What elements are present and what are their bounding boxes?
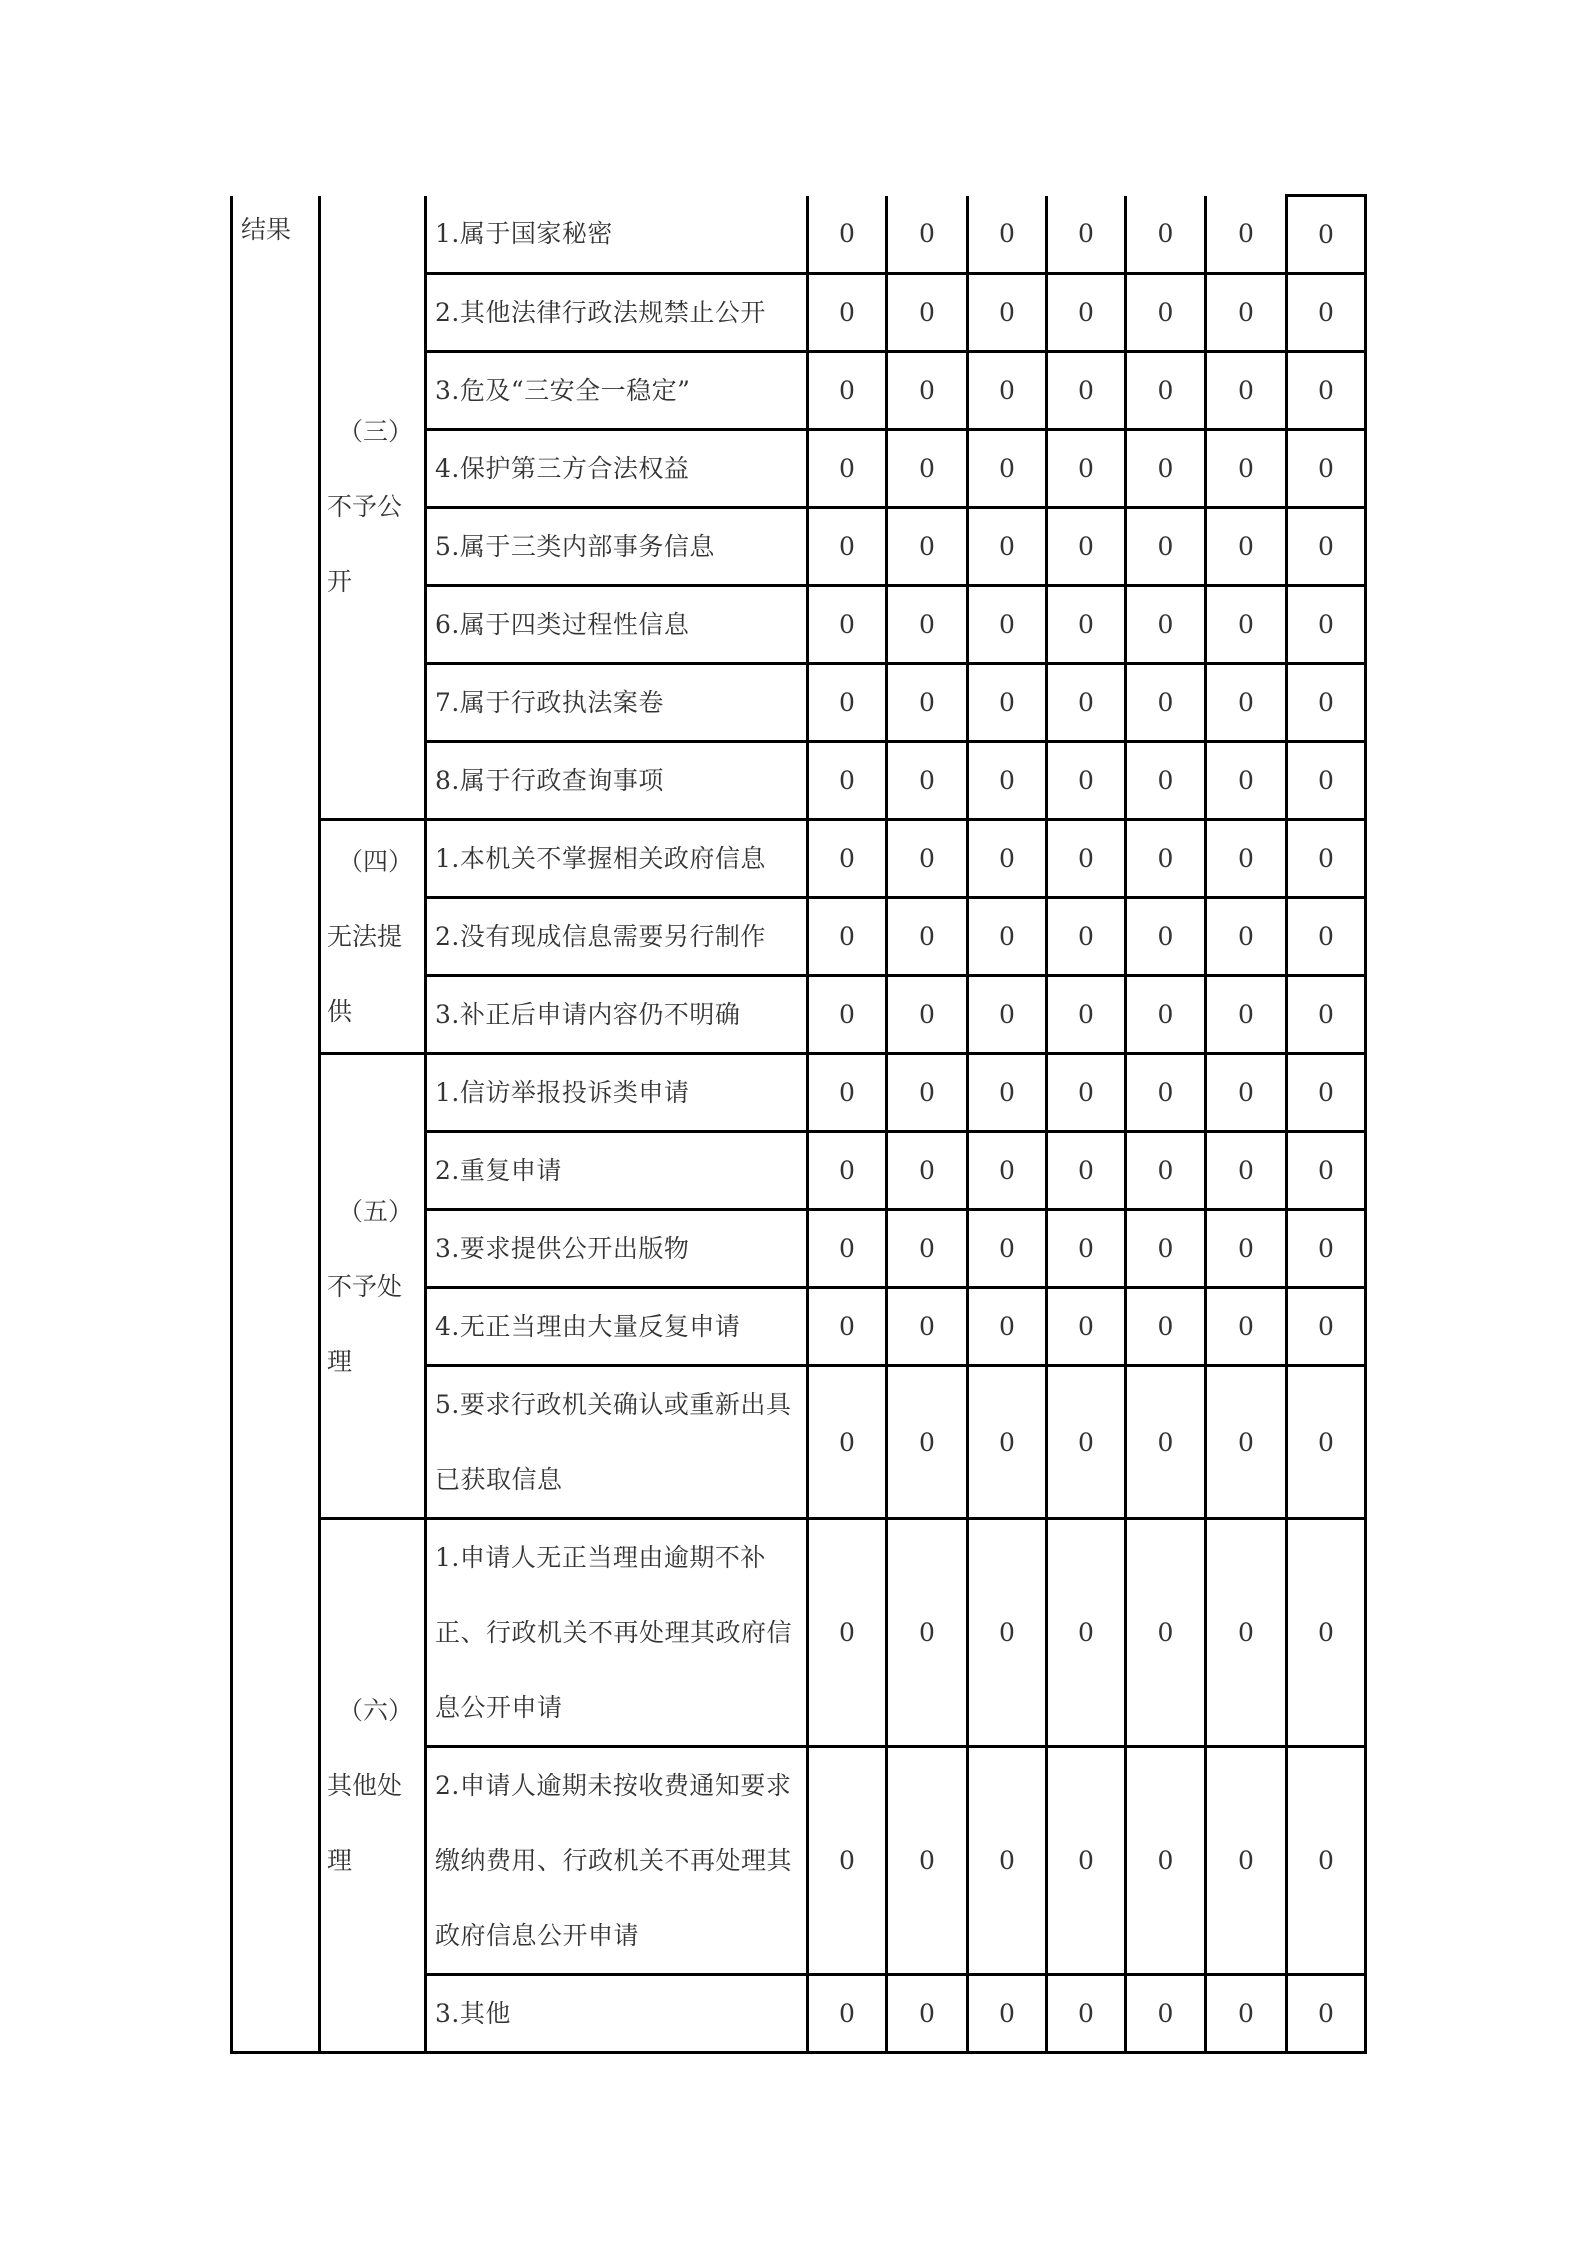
value-cell: 0	[1126, 430, 1206, 508]
group-label-line: （六）	[337, 1696, 413, 1725]
value-cell: 0	[1206, 1747, 1287, 1975]
value-cell: 0	[1126, 820, 1206, 898]
value-cell: 0	[1126, 586, 1206, 664]
value-cell: 0	[1047, 1054, 1126, 1132]
value-cell: 0	[1206, 1210, 1287, 1288]
value-cell: 0	[887, 898, 968, 976]
value-cell: 0	[887, 976, 968, 1054]
value-cell: 0	[1287, 352, 1366, 430]
value-cell: 0	[968, 1054, 1047, 1132]
group-label-line: （三）	[337, 417, 413, 447]
value-cell: 0	[1047, 1747, 1126, 1975]
value-cell: 0	[1206, 586, 1287, 664]
value-cell: 0	[887, 1519, 968, 1747]
group-label-line: 其他处	[327, 1771, 403, 1800]
value-cell: 0	[1047, 742, 1126, 820]
group-label	[320, 1054, 426, 1519]
value-cell: 0	[1126, 742, 1206, 820]
value-cell: 0	[1126, 1975, 1206, 2053]
value-cell: 0	[808, 976, 887, 1054]
value-cell: 0	[1126, 1366, 1206, 1519]
value-cell: 0	[808, 1288, 887, 1366]
value-cell: 0	[887, 1210, 968, 1288]
value-cell: 0	[968, 742, 1047, 820]
value-cell: 0	[968, 586, 1047, 664]
group-label-line: 供	[327, 997, 353, 1026]
value-cell: 0	[1126, 1210, 1206, 1288]
value-cell: 0	[968, 1975, 1047, 2053]
value-cell: 0	[1287, 430, 1366, 508]
item-label: 2.其他法律行政法规禁止公开	[426, 274, 808, 352]
disclosure-result-table	[230, 194, 1367, 2054]
value-cell: 0	[1047, 976, 1126, 1054]
value-cell: 0	[808, 898, 887, 976]
value-cell: 0	[887, 430, 968, 508]
value-cell: 0	[808, 1747, 887, 1975]
value-cell: 0	[887, 1132, 968, 1210]
value-cell: 0	[1126, 1519, 1206, 1747]
item-label: 5.属于三类内部事务信息	[426, 508, 808, 586]
value-cell: 0	[1126, 274, 1206, 352]
value-cell: 0	[1126, 664, 1206, 742]
value-cell: 0	[1287, 508, 1366, 586]
item-label: 2.重复申请	[426, 1132, 808, 1210]
value-cell: 0	[1047, 898, 1126, 976]
value-cell: 0	[887, 820, 968, 898]
value-cell: 0	[1206, 1132, 1287, 1210]
value-cell: 0	[1287, 1519, 1366, 1747]
value-cell: 0	[1047, 664, 1126, 742]
value-cell: 0	[968, 352, 1047, 430]
value-cell: 0	[968, 1747, 1047, 1975]
value-cell: 0	[1126, 196, 1206, 274]
value-cell: 0	[968, 1210, 1047, 1288]
group-label	[320, 196, 426, 820]
table-row	[232, 820, 1366, 898]
value-cell: 0	[887, 274, 968, 352]
value-cell: 0	[1126, 1288, 1206, 1366]
item-label: 1.本机关不掌握相关政府信息	[426, 820, 808, 898]
value-cell: 0	[1047, 352, 1126, 430]
value-cell: 0	[1047, 820, 1126, 898]
value-cell: 0	[1126, 508, 1206, 586]
group-label-line: 开	[327, 567, 353, 597]
value-cell: 0	[968, 508, 1047, 586]
group-label	[320, 820, 426, 1054]
value-cell: 0	[887, 1366, 968, 1519]
value-cell: 0	[808, 586, 887, 664]
value-cell: 0	[1287, 1366, 1366, 1519]
value-cell: 0	[887, 586, 968, 664]
item-label: 5.要求行政机关确认或重新出具已获取信息	[426, 1366, 808, 1519]
value-cell: 0	[1287, 274, 1366, 352]
value-cell: 0	[968, 976, 1047, 1054]
value-cell: 0	[1287, 586, 1366, 664]
value-cell: 0	[1206, 1366, 1287, 1519]
group-label-line: 理	[327, 1846, 353, 1875]
value-cell: 0	[808, 1210, 887, 1288]
value-cell: 0	[1206, 898, 1287, 976]
value-cell: 0	[1206, 196, 1287, 274]
value-cell: 0	[808, 1975, 887, 2053]
value-cell: 0	[1287, 664, 1366, 742]
value-cell: 0	[1287, 1210, 1366, 1288]
value-cell: 0	[1126, 898, 1206, 976]
value-cell: 0	[1206, 274, 1287, 352]
value-cell: 0	[1206, 742, 1287, 820]
item-label: 2.申请人逾期未按收费通知要求缴纳费用、行政机关不再处理其政府信息公开申请	[426, 1747, 808, 1975]
value-cell: 0	[1206, 430, 1287, 508]
value-cell: 0	[808, 196, 887, 274]
value-cell: 0	[1206, 508, 1287, 586]
value-cell: 0	[887, 664, 968, 742]
value-cell: 0	[1047, 1519, 1126, 1747]
item-label: 7.属于行政执法案卷	[426, 664, 808, 742]
value-cell: 0	[1206, 1288, 1287, 1366]
value-cell: 0	[887, 196, 968, 274]
value-cell: 0	[968, 1519, 1047, 1747]
value-cell: 0	[1287, 820, 1366, 898]
value-cell: 0	[968, 274, 1047, 352]
value-cell: 0	[808, 664, 887, 742]
value-cell: 0	[968, 898, 1047, 976]
value-cell: 0	[1206, 352, 1287, 430]
value-cell: 0	[1287, 1975, 1366, 2053]
table-row	[232, 1519, 1366, 1747]
value-cell: 0	[968, 1288, 1047, 1366]
value-cell: 0	[1206, 820, 1287, 898]
group-label-line: （五）	[337, 1196, 413, 1226]
table-row	[232, 1054, 1366, 1132]
value-cell: 0	[1206, 976, 1287, 1054]
value-cell: 0	[808, 274, 887, 352]
value-cell: 0	[887, 352, 968, 430]
value-cell: 0	[968, 664, 1047, 742]
value-cell: 0	[1206, 1975, 1287, 2053]
value-cell: 0	[968, 820, 1047, 898]
group-label-line: 不予公	[327, 492, 403, 522]
value-cell: 0	[1126, 352, 1206, 430]
value-cell: 0	[1287, 196, 1366, 274]
item-label: 2.没有现成信息需要另行制作	[426, 898, 808, 976]
item-label: 3.其他	[426, 1975, 808, 2053]
item-label: 3.补正后申请内容仍不明确	[426, 976, 808, 1054]
item-label: 1.属于国家秘密	[426, 196, 808, 274]
value-cell: 0	[1287, 742, 1366, 820]
value-cell: 0	[1126, 1054, 1206, 1132]
value-cell: 0	[1047, 1210, 1126, 1288]
item-label: 4.保护第三方合法权益	[426, 430, 808, 508]
value-cell: 0	[1047, 196, 1126, 274]
value-cell: 0	[808, 508, 887, 586]
table-row	[232, 196, 1366, 274]
value-cell: 0	[887, 742, 968, 820]
value-cell: 0	[1047, 1975, 1126, 2053]
value-cell: 0	[887, 1054, 968, 1132]
item-label: 1.信访举报投诉类申请	[426, 1054, 808, 1132]
value-cell: 0	[808, 820, 887, 898]
item-label: 3.危及“三安全一稳定”	[426, 352, 808, 430]
item-label: 4.无正当理由大量反复申请	[426, 1288, 808, 1366]
value-cell: 0	[1287, 898, 1366, 976]
value-cell: 0	[808, 1132, 887, 1210]
group-label-line: （四）	[337, 847, 413, 876]
value-cell: 0	[887, 1288, 968, 1366]
value-cell: 0	[1126, 1747, 1206, 1975]
value-cell: 0	[968, 1366, 1047, 1519]
value-cell: 0	[808, 352, 887, 430]
value-cell: 0	[1287, 1054, 1366, 1132]
value-cell: 0	[1287, 1132, 1366, 1210]
value-cell: 0	[1047, 274, 1126, 352]
value-cell: 0	[887, 1975, 968, 2053]
value-cell: 0	[1126, 976, 1206, 1054]
value-cell: 0	[808, 1054, 887, 1132]
value-cell: 0	[1287, 976, 1366, 1054]
value-cell: 0	[1126, 1132, 1206, 1210]
value-cell: 0	[887, 508, 968, 586]
item-label: 8.属于行政查询事项	[426, 742, 808, 820]
value-cell: 0	[808, 430, 887, 508]
item-label: 3.要求提供公开出版物	[426, 1210, 808, 1288]
value-cell: 0	[1206, 664, 1287, 742]
value-cell: 0	[1206, 1519, 1287, 1747]
value-cell: 0	[1287, 1747, 1366, 1975]
group-label-line: 无法提	[327, 922, 403, 951]
value-cell: 0	[887, 1747, 968, 1975]
item-label: 1.申请人无正当理由逾期不补正、行政机关不再处理其政府信息公开申请	[426, 1519, 808, 1747]
value-cell: 0	[1206, 1054, 1287, 1132]
value-cell: 0	[808, 742, 887, 820]
result-label: 结果	[232, 196, 320, 2053]
group-label	[320, 1519, 426, 2053]
value-cell: 0	[1047, 508, 1126, 586]
value-cell: 0	[968, 1132, 1047, 1210]
value-cell: 0	[1047, 1132, 1126, 1210]
value-cell: 0	[1287, 1288, 1366, 1366]
value-cell: 0	[968, 430, 1047, 508]
value-cell: 0	[1047, 1366, 1126, 1519]
value-cell: 0	[968, 196, 1047, 274]
value-cell: 0	[808, 1366, 887, 1519]
value-cell: 0	[1047, 1288, 1126, 1366]
item-label: 6.属于四类过程性信息	[426, 586, 808, 664]
group-label-line: 理	[327, 1346, 353, 1376]
value-cell: 0	[1047, 430, 1126, 508]
value-cell: 0	[1047, 586, 1126, 664]
group-label-line: 不予处	[327, 1271, 403, 1301]
value-cell: 0	[808, 1519, 887, 1747]
